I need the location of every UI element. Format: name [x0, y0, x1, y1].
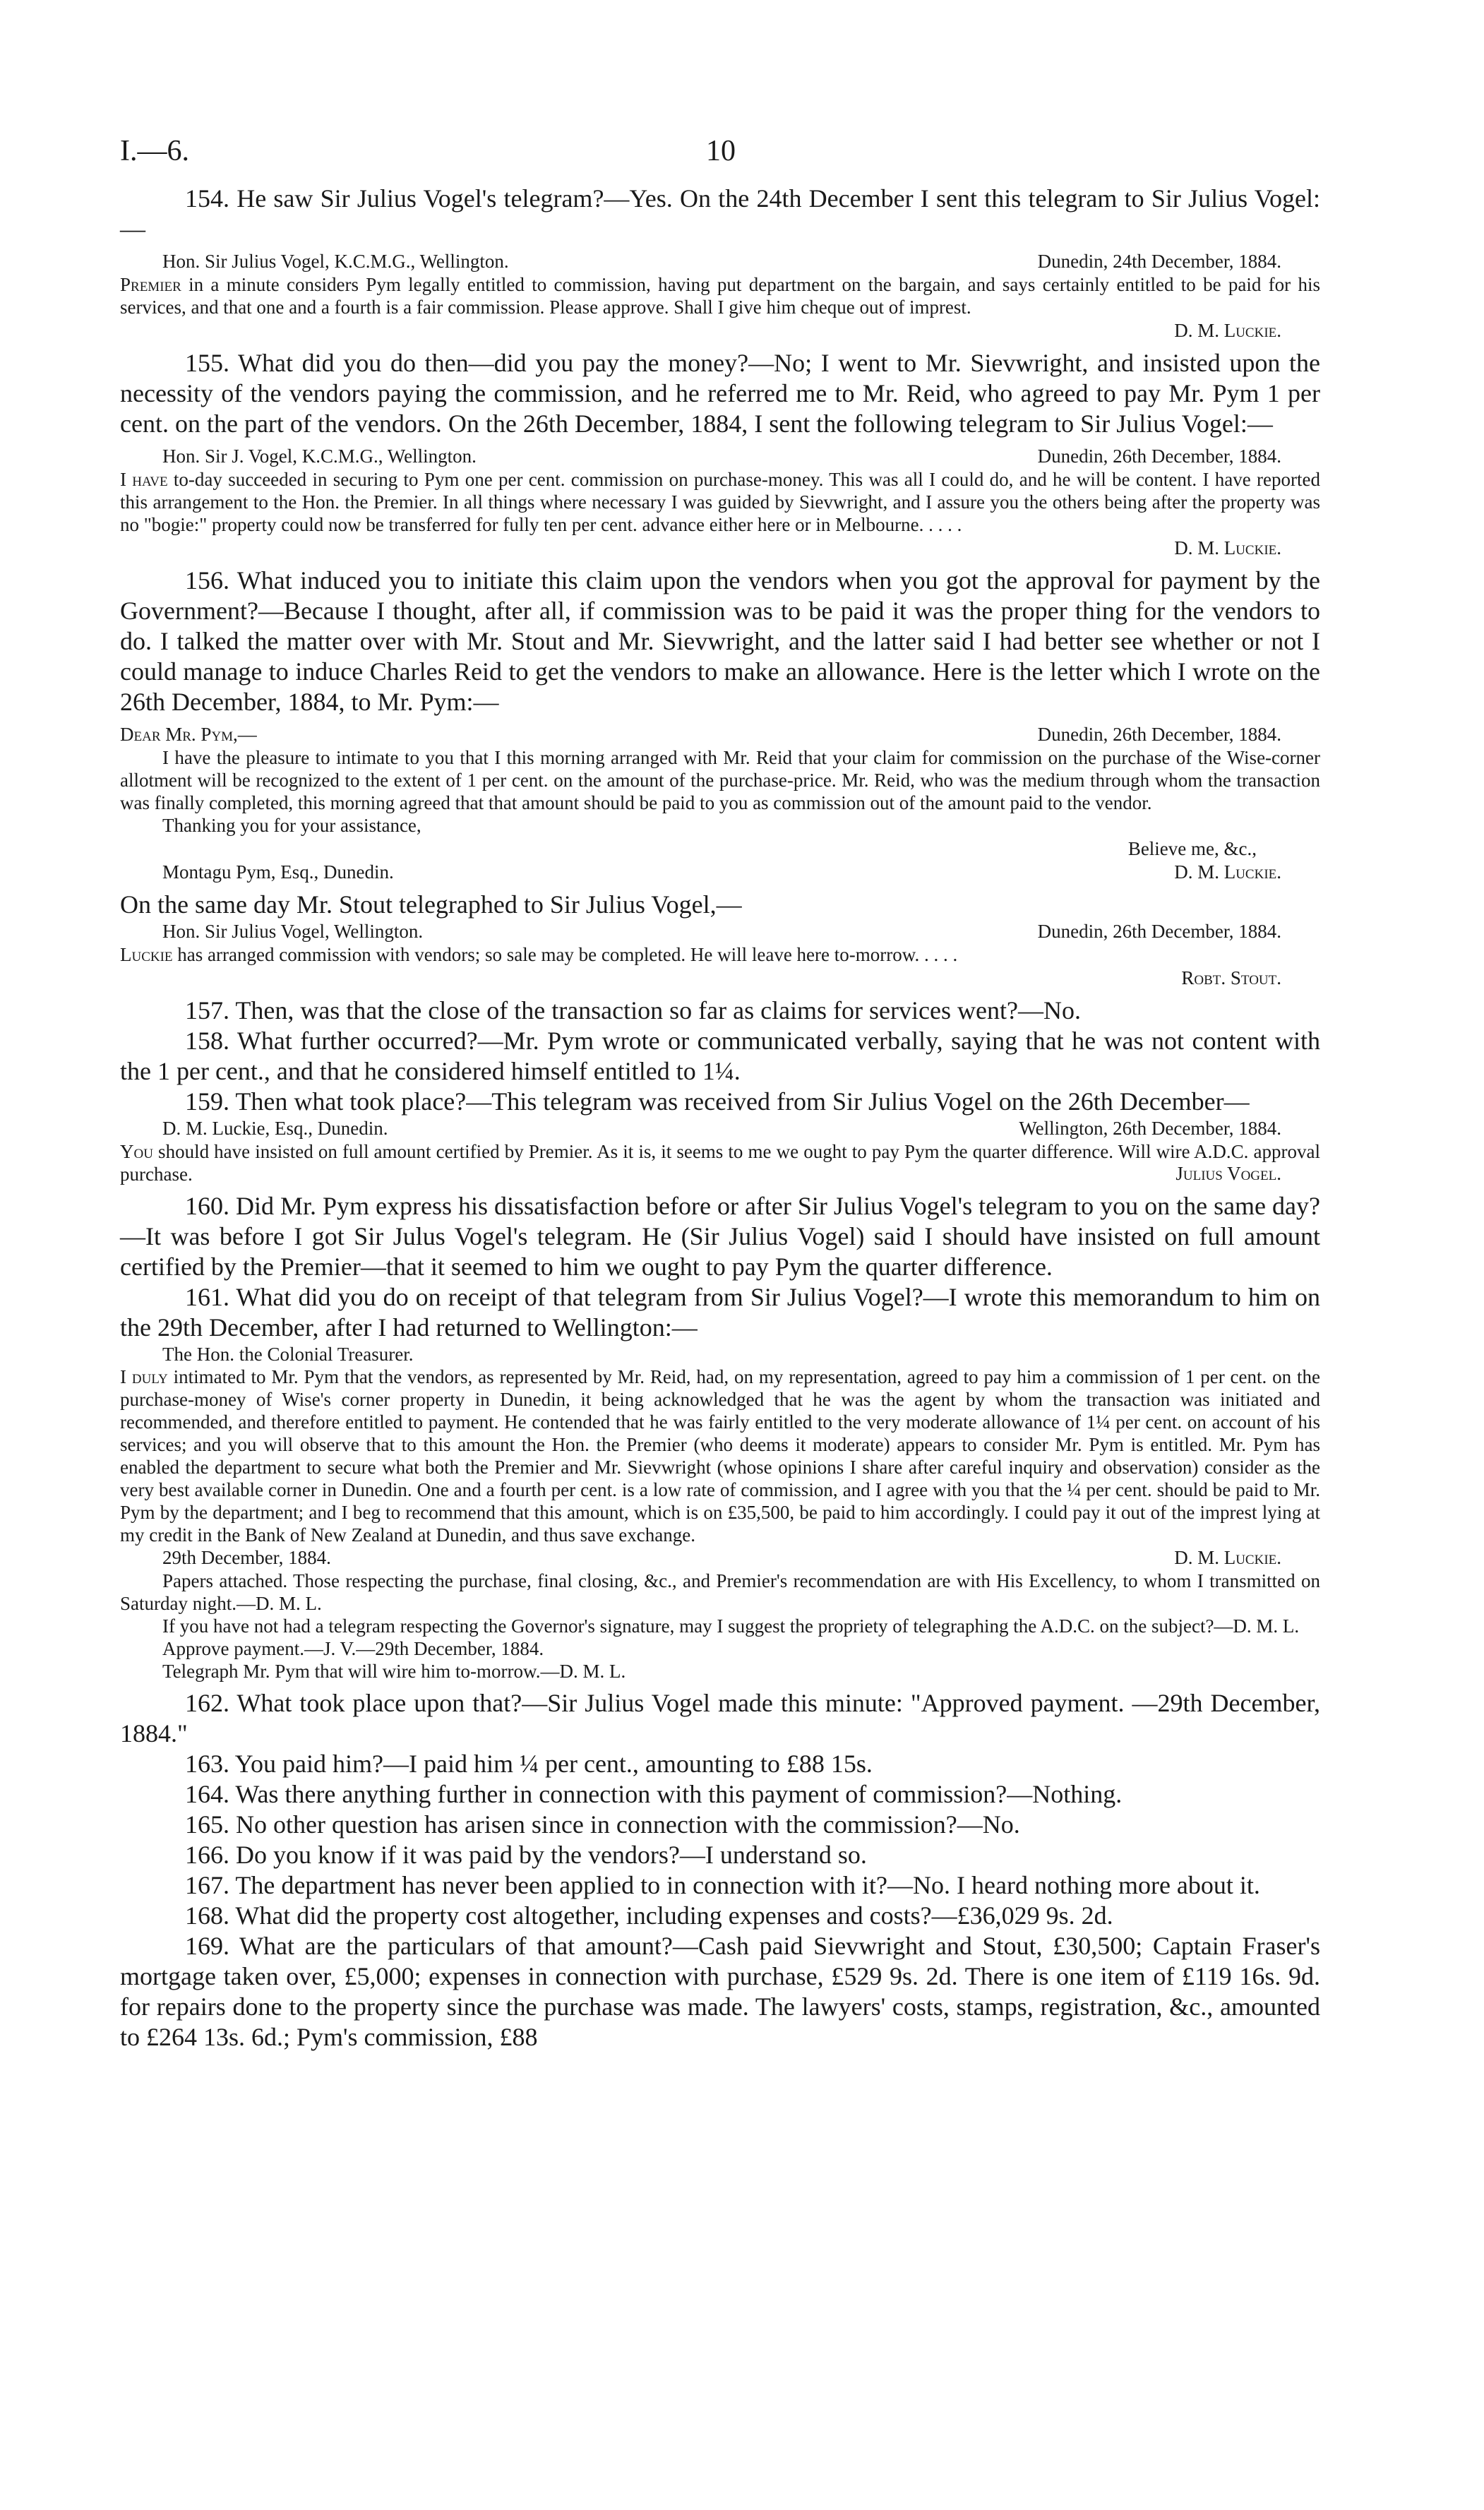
- memo-date: 29th December, 1884.: [162, 1547, 331, 1568]
- telegram-3-to: Hon. Sir Julius Vogel, Wellington.: [162, 921, 424, 942]
- telegram-4-lead: You: [120, 1141, 153, 1162]
- telegram-1-header: [120, 250, 1320, 273]
- page-number: 10: [706, 135, 736, 167]
- letter-signature: D. M. Luckie.: [1174, 861, 1281, 883]
- paragraph-168: 168. What did the property cost altogether, including expenses and costs?—£36,029 9s. 2d.: [185, 1901, 1113, 1930]
- paragraph-158: 158. What further occurred?—Mr. Pym wrote or communicated verbally, saying that he was not content with the 1 per cent., and that he considered himself entitled to 1¼.: [120, 1027, 1320, 1085]
- telegram-3-signature: Robt. Stout.: [1181, 967, 1281, 988]
- telegram-4-to: D. M. Luckie, Esq., Dunedin.: [162, 1118, 388, 1139]
- telegram-3-body: [120, 943, 1320, 966]
- telegram-1-to: Hon. Sir Julius Vogel, K.C.M.G., Wellington.: [162, 251, 509, 272]
- telegram-4-signature: Julius Vogel.: [1175, 1163, 1281, 1184]
- paragraph-154: 154. He saw Sir Julius Vogel's telegram?—Yes. On the 24th December I sent this telegram to Sir Julius Vogel:—: [120, 184, 1320, 243]
- page-header: [120, 134, 1320, 184]
- telegram-1-body: [120, 273, 1320, 318]
- telegram-2-text: to-day succeeded in securing to Pym one per cent. commission on purchase-money. This was all I could do, and he will be content. I have reported this arrangement to the Hon. the Premier. In all things where necessary I was guided by Sievwright, and I assure you the others being after the property was no "bogie:" property could now be transferred for fully ten per cent. advance either here or in Melbourne. . . . .: [120, 469, 1320, 535]
- paragraph-155: 155. What did you do then—did you pay the money?—No; I went to Mr. Sievwright, and insisted upon the necessity of the vendors paying the commission, and he referred me to Mr. Reid, who agreed to pay Mr. Pym 1 per cent. on the part of the vendors. On the 26th December, 1884, I sent the following telegram to Sir Julius Vogel:—: [120, 349, 1320, 438]
- paragraph-159: 159. Then what took place?—This telegram was received from Sir Julius Vogel on the 26th December—: [185, 1087, 1250, 1116]
- telegram-2-header: [120, 445, 1320, 468]
- memo-signature: D. M. Luckie.: [1174, 1547, 1281, 1568]
- memo-text: intimated to Mr. Pym that the vendors, as represented by Mr. Reid, had, on my representation, agreed to pay him a commission of 1 per cent. on the purchase-money of Wise's corner property in Dunedin, it being acknowledged that he was the agent by whom the transaction was initiated and recommended, and therefore entitled to payment. He contended that he was fairly entitled to the very moderate allowance of 1¼ per cent. on account of his services; and you will observe that to this amount the Hon. the Premier (who deems it moderate) appears to consider Mr. Pym is entitled. Mr. Pym has enabled the department to secure what both the Premier and Mr. Sievwright (whose opinions I share after careful inquiry and observation) consider as the very best available corner in Dunedin. One and a fourth per cent. is a low rate of commission, and I agree with you that the ¼ per cent. should be paid to Mr. Pym by the department; and I beg to recommend that this amount, which is on £35,500, be paid to him accordingly. I could pay it out of the imprest lying at my credit in the Bank of New Zealand at Dunedin, and thus save exchange.: [120, 1366, 1320, 1546]
- memo-to: The Hon. the Colonial Treasurer.: [162, 1344, 414, 1365]
- telegram-2-body: [120, 468, 1320, 536]
- paragraph-167: 167. The department has never been applied to in connection with it?—No. I heard nothing more about it.: [185, 1871, 1260, 1899]
- telegram-4-header: [120, 1117, 1320, 1140]
- memo-body: [120, 1365, 1320, 1546]
- memo-note-1: Papers attached. Those respecting the purchase, final closing, &c., and Premier's recommendation are with His Excellency, to whom I transmitted on Saturday night.—D. M. L.: [120, 1570, 1320, 1614]
- telegram-1-lead: Premier: [120, 274, 181, 295]
- telegram-1-text: in a minute considers Pym legally entitled to commission, having put department on the bargain, and says certainly entitled to be paid for his services, and that one and a fourth is a fair commission. Please approve. Shall I give him cheque out of imprest.: [120, 274, 1320, 318]
- letter-body: I have the pleasure to intimate to you that I this morning arranged with Mr. Reid that your claim for commission on the purchase of the Wise-corner allotment will be recognized to the extent of 1 per cent. on the amount of the purchase-price. Mr. Reid, who was the medium through whom the transaction was finally completed, this morning agreed that that amount should be paid to you as commission out of the amount paid to the vendor.: [120, 747, 1320, 813]
- letter-date: Dunedin, 26th December, 1884.: [1037, 724, 1281, 745]
- letter-footer: [120, 861, 1320, 884]
- telegram-3-text: has arranged commission with vendors; so sale may be completed. He will leave here to-morrow. . . . .: [172, 944, 958, 965]
- document-page: [120, 134, 1320, 2052]
- paragraph-165: 165. No other question has arisen since in connection with the commission?—No.: [185, 1810, 1020, 1839]
- letter-salutation: Dear Mr. Pym,—: [120, 724, 257, 745]
- paragraph-157: 157. Then, was that the close of the transaction so far as claims for services went?—No.: [185, 996, 1081, 1024]
- paragraph-stout: On the same day Mr. Stout telegraphed to Sir Julius Vogel,—: [120, 890, 742, 919]
- letter-thanks: Thanking you for your assistance,: [162, 815, 421, 836]
- paragraph-162: 162. What took place upon that?—Sir Julius Vogel made this minute: "Approved payment. —29th December, 1884.": [120, 1689, 1320, 1747]
- paragraph-156: 156. What induced you to initiate this claim upon the vendors when you got the approval for payment by the Government?—Because I thought, after all, if commission was to be paid it was the proper thing for the vendors to do. I talked the matter over with Mr. Stout and Mr. Sievwright, and the latter said I had better see whether or not I could manage to induce Charles Reid to get the vendors to make an allowance. Here is the letter which I wrote on the 26th December, 1884, to Mr. Pym:—: [120, 566, 1320, 716]
- paragraph-166: 166. Do you know if it was paid by the vendors?—I understand so.: [185, 1841, 867, 1869]
- telegram-3-date: Dunedin, 26th December, 1884.: [1037, 921, 1281, 942]
- memo-lead: I duly: [120, 1366, 168, 1387]
- paragraph-169: 169. What are the particulars of that amount?—Cash paid Sievwright and Stout, £30,500; Captain Fraser's mortgage taken over, £5,000; expenses in connection with purchase, £529 9s. 2d. There is one item of £119 16s. 9d. for repairs done to the property since the purchase was made. The lawyers' costs, stamps, registration, &c., amounted to £264 13s. 6d.; Pym's commission, £88: [120, 1932, 1320, 2051]
- letter-closing: Believe me, &c.,: [1127, 838, 1257, 859]
- telegram-2-signature: D. M. Luckie.: [1174, 537, 1281, 558]
- telegram-2-to: Hon. Sir J. Vogel, K.C.M.G., Wellington.: [162, 446, 477, 467]
- telegram-4-date: Wellington, 26th December, 1884.: [1019, 1118, 1281, 1139]
- memo-footer: [120, 1546, 1320, 1570]
- telegram-2-lead: I have: [120, 469, 168, 490]
- letter-addressee: Montagu Pym, Esq., Dunedin.: [162, 861, 394, 883]
- paragraph-160: 160. Did Mr. Pym express his dissatisfaction before or after Sir Julius Vogel's telegram to you on the same day?—It was before I got Sir Julus Vogel's telegram. He (Sir Julius Vogel) said I should have insisted on full amount certified by the Premier—that it seemed to him we ought to pay Pym the quarter difference.: [120, 1192, 1320, 1281]
- memo-note-3: Approve payment.—J. V.—29th December, 1884.: [162, 1638, 544, 1659]
- telegram-3-header: [120, 920, 1320, 943]
- memo-note-4: Telegraph Mr. Pym that will wire him to-morrow.—D. M. L.: [162, 1661, 626, 1682]
- memo-note-2: If you have not had a telegram respecting the Governor's signature, may I suggest the propriety of telegraphing the A.D.C. on the subject?—D. M. L.: [162, 1615, 1300, 1637]
- paragraph-163: 163. You paid him?—I paid him ¼ per cent., amounting to £88 15s.: [185, 1750, 873, 1778]
- paragraph-161: 161. What did you do on receipt of that telegram from Sir Julius Vogel?—I wrote this memorandum to him on the 29th December, after I had returned to Wellington:—: [120, 1283, 1320, 1341]
- telegram-3-lead: Luckie: [120, 944, 173, 965]
- telegram-1-signature: D. M. Luckie.: [1174, 320, 1281, 341]
- telegram-1-date: Dunedin, 24th December, 1884.: [1037, 251, 1281, 272]
- telegram-2-date: Dunedin, 26th December, 1884.: [1037, 446, 1281, 467]
- paragraph-164: 164. Was there anything further in connection with this payment of commission?—Nothing.: [185, 1780, 1123, 1808]
- letter-header: [120, 723, 1320, 746]
- telegram-4-text: should have insisted on full amount certified by Premier. As it is, it seems to me we ought to pay Pym the quarter difference. Will wire A.D.C. approval purchase.: [120, 1141, 1320, 1185]
- document-reference: I.—6.: [120, 135, 189, 167]
